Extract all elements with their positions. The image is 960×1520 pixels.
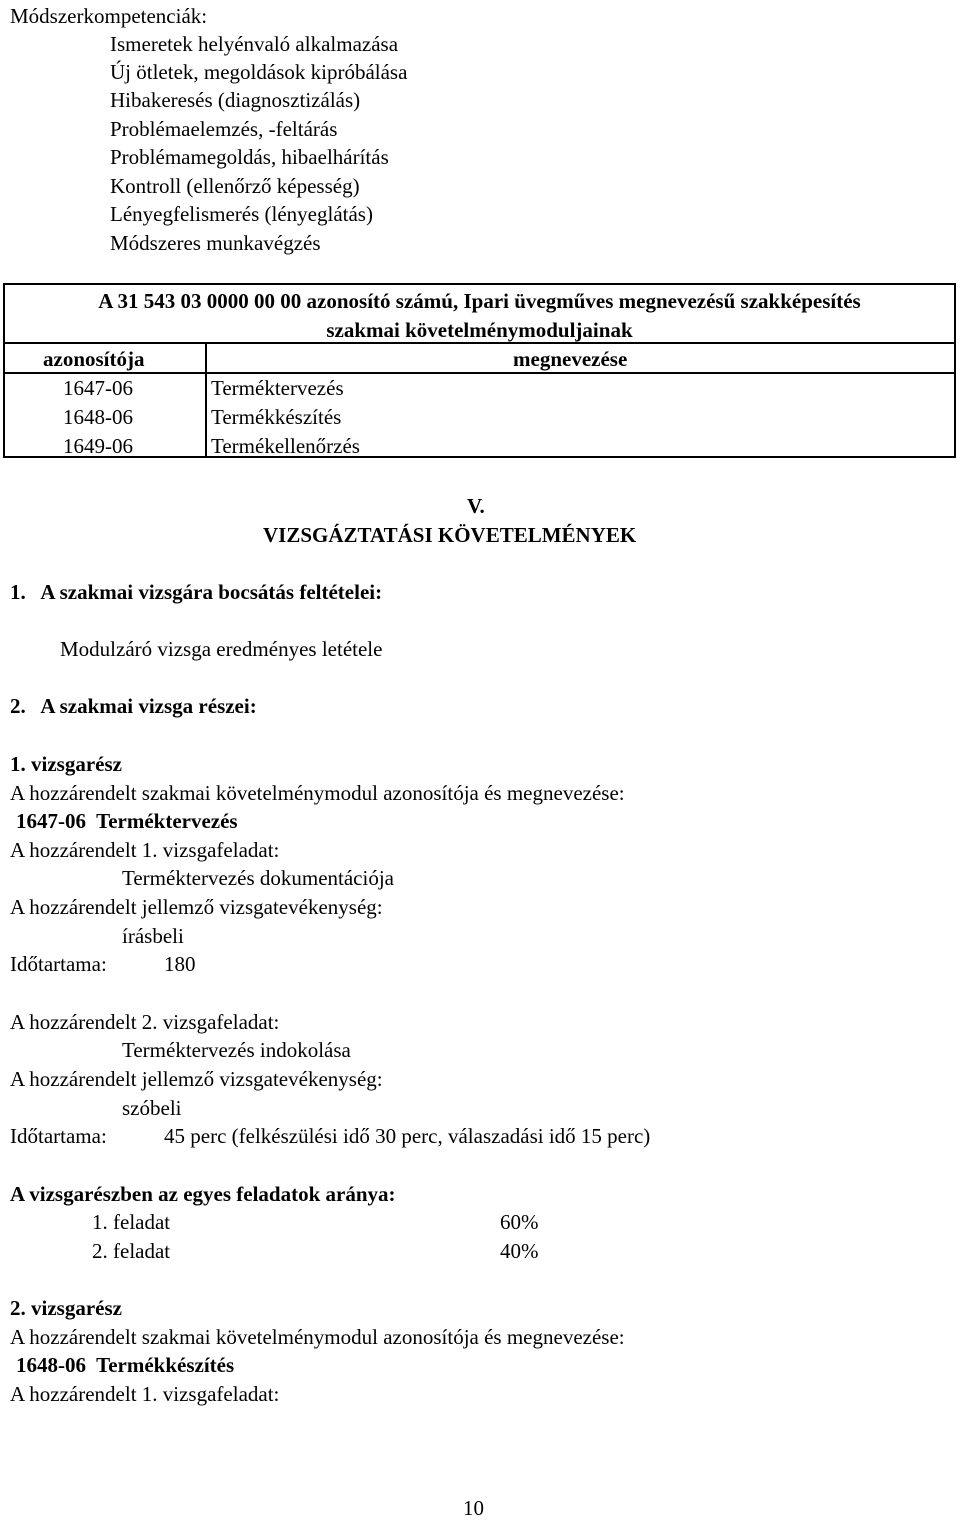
ratio-value: 40% [500, 1239, 539, 1263]
part1-task2-activity: szóbeli [122, 1096, 182, 1120]
module-id: 1649-06 [63, 434, 133, 458]
part1-task2-activity-label: A hozzárendelt jellemző vizsgatevékenység: [10, 1067, 383, 1091]
part1-task1: Terméktervezés dokumentációja [122, 866, 394, 890]
table-divider [5, 372, 954, 374]
part1-task1-duration-label: Időtartama: [10, 952, 107, 976]
table-title-line1: A 31 543 03 0000 00 00 azonosító számú, Ipari üvegműves megnevezésű szakképesítés [98, 289, 861, 313]
methods-item: Új ötletek, megoldások kipróbálása [110, 60, 408, 84]
module-name: Terméktervezés [211, 376, 344, 400]
part1-task2: Terméktervezés indokolása [122, 1038, 351, 1062]
table-title-line2: szakmai követelménymoduljainak [326, 318, 633, 342]
part1-task1-label: A hozzárendelt 1. vizsgafeladat: [10, 838, 280, 862]
chapter-title: VIZSGÁZTATÁSI KÖVETELMÉNYEK [263, 523, 637, 547]
part2-module: 1648-06 Termékkészítés [16, 1353, 235, 1377]
part1-task2-duration: 45 perc (felkészülési idő 30 perc, válaszadási idő 15 perc) [164, 1124, 651, 1148]
chapter-number: V. [467, 494, 485, 518]
table-divider [5, 342, 954, 344]
ratio-value: 60% [500, 1210, 539, 1234]
part1-task1-activity: írásbeli [122, 924, 184, 948]
part1-module-label: A hozzárendelt szakmai követelménymodul azonosítója és megnevezése: [10, 781, 625, 805]
part1-task1-duration: 180 [164, 952, 196, 976]
ratio-label: 1. feladat [92, 1210, 171, 1234]
methods-item: Problémamegoldás, hibaelhárítás [110, 145, 389, 169]
section1-heading: 1. A szakmai vizsgára bocsátás feltételei: [10, 580, 383, 604]
part1-ratio-heading: A vizsgarészben az egyes feladatok aránya: [10, 1182, 396, 1206]
modules-table [3, 283, 956, 458]
methods-heading: Módszerkompetenciák: [10, 4, 208, 28]
methods-item: Ismeretek helyénvaló alkalmazása [110, 32, 399, 56]
part1-heading: 1. vizsgarész [10, 752, 122, 776]
column-header-id: azonosítója [43, 347, 145, 371]
part2-heading: 2. vizsgarész [10, 1296, 122, 1320]
page-number: 10 [463, 1496, 484, 1520]
module-id: 1648-06 [63, 405, 133, 429]
methods-item: Lényegfelismerés (lényeglátás) [110, 202, 373, 226]
column-header-name: megnevezése [513, 347, 628, 371]
methods-item: Problémaelemzés, -feltárás [110, 117, 338, 141]
section1-text: Modulzáró vizsga eredményes letétele [60, 637, 383, 661]
part1-module: 1647-06 Terméktervezés [16, 809, 238, 833]
part1-task2-label: A hozzárendelt 2. vizsgafeladat: [10, 1010, 280, 1034]
module-name: Termékellenőrzés [211, 434, 360, 458]
table-column-divider [205, 342, 207, 456]
section2-heading: 2. A szakmai vizsga részei: [10, 694, 257, 718]
module-id: 1647-06 [63, 376, 133, 400]
part1-task2-duration-label: Időtartama: [10, 1124, 107, 1148]
methods-item: Kontroll (ellenőrző képesség) [110, 174, 360, 198]
module-name: Termékkészítés [211, 405, 342, 429]
ratio-label: 2. feladat [92, 1239, 171, 1263]
methods-item: Módszeres munkavégzés [110, 231, 321, 255]
part2-module-label: A hozzárendelt szakmai követelménymodul azonosítója és megnevezése: [10, 1325, 625, 1349]
part2-task1-label: A hozzárendelt 1. vizsgafeladat: [10, 1382, 280, 1406]
methods-item: Hibakeresés (diagnosztizálás) [110, 88, 361, 112]
part1-task1-activity-label: A hozzárendelt jellemző vizsgatevékenység: [10, 895, 383, 919]
